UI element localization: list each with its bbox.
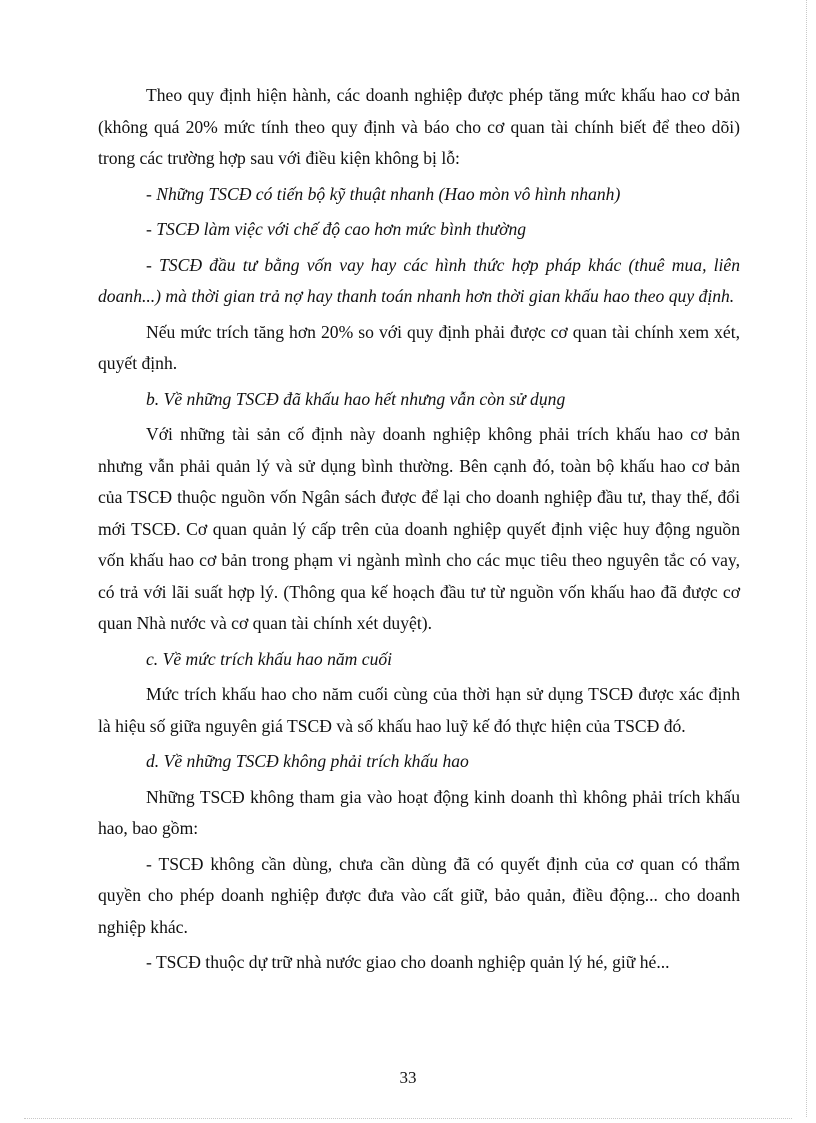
list-item-unused-assets: - TSCĐ không cần dùng, chưa cần dùng đã có quyết định của cơ quan có thẩm quyền cho phép doanh nghiệp được đưa vào cất giữ, bảo quản, điều động... cho doanh nghiệp khác. bbox=[98, 853, 740, 937]
paragraph-final-year: Mức trích khấu hao cho năm cuối cùng của thời hạn sử dụng TSCĐ được xác định là hiệu số giữa nguyên giá TSCĐ và số khấu hao luỹ kế đó thực hiện của TSCĐ đó. bbox=[98, 684, 740, 736]
list-item-high-intensity: - TSCĐ làm việc với chế độ cao hơn mức bình thường bbox=[146, 219, 527, 239]
page-number: 33 bbox=[399, 1068, 417, 1087]
list-item-tech-progress: - Những TSCĐ có tiến bộ kỹ thuật nhanh (Hao mòn vô hình nhanh) bbox=[146, 183, 621, 204]
list-item-state-reserve: - TSCĐ thuộc dự trữ nhà nước giao cho doanh nghiệp quản lý hé, giữ hé... bbox=[146, 952, 670, 972]
section-heading-b: b. Về những TSCĐ đã khấu hao hết nhưng vẫn còn sử dụng bbox=[146, 388, 566, 409]
page-right-border bbox=[806, 0, 807, 1117]
page-body bbox=[98, 80, 740, 983]
paragraph-increase-depreciation: Theo quy định hiện hành, các doanh nghiệp được phép tăng mức khấu hao cơ bản (không quá 20% mức tính theo quy định và báo cho cơ quan tài chính biết để theo dõi) trong các trường hợp sau với điều kiện không bị lỗ: bbox=[98, 85, 740, 168]
paragraph-over-20-percent: Nếu mức trích tăng hơn 20% so với quy định phải được cơ quan tài chính xem xét, quyết định. bbox=[98, 321, 740, 373]
section-heading-d: d. Về những TSCĐ không phải trích khấu hao bbox=[146, 751, 469, 771]
paragraph-no-depreciation: Những TSCĐ không tham gia vào hoạt động kinh doanh thì không phải trích khấu hao, bao gồm: bbox=[98, 786, 740, 838]
section-heading-c: c. Về mức trích khấu hao năm cuối bbox=[146, 648, 393, 669]
paragraph-fully-depreciated: Với những tài sản cố định này doanh nghiệp không phải trích khấu hao cơ bản nhưng vẫn phải quản lý và sử dụng bình thường. Bên cạnh đó, toàn bộ khấu hao cơ bản của TSCĐ thuộc nguồn vốn Ngân sách được để lại cho doanh nghiệp đầu tư, thay thế, đổi mới TSCĐ. Cơ quan quản lý cấp trên của doanh nghiệp quyết định việc huy động nguồn vốn khấu hao cơ bản trong phạm vi ngành mình cho các mục tiêu theo nguyên tắc có vay, có trả với lãi suất hợp lý. (Thông qua kế hoạch đầu tư từ nguồn vốn khấu hao đã được cơ quan Nhà nước và cơ quan tài chính xét duyệt). bbox=[98, 424, 740, 633]
list-item-loan-financed: - TSCĐ đầu tư bằng vốn vay hay các hình thức hợp pháp khác (thuê mua, liên doanh...) mà thời gian trả nợ hay thanh toán nhanh hơn thời gian khấu hao theo quy định. bbox=[98, 254, 740, 306]
page-bottom-border bbox=[24, 1118, 792, 1119]
